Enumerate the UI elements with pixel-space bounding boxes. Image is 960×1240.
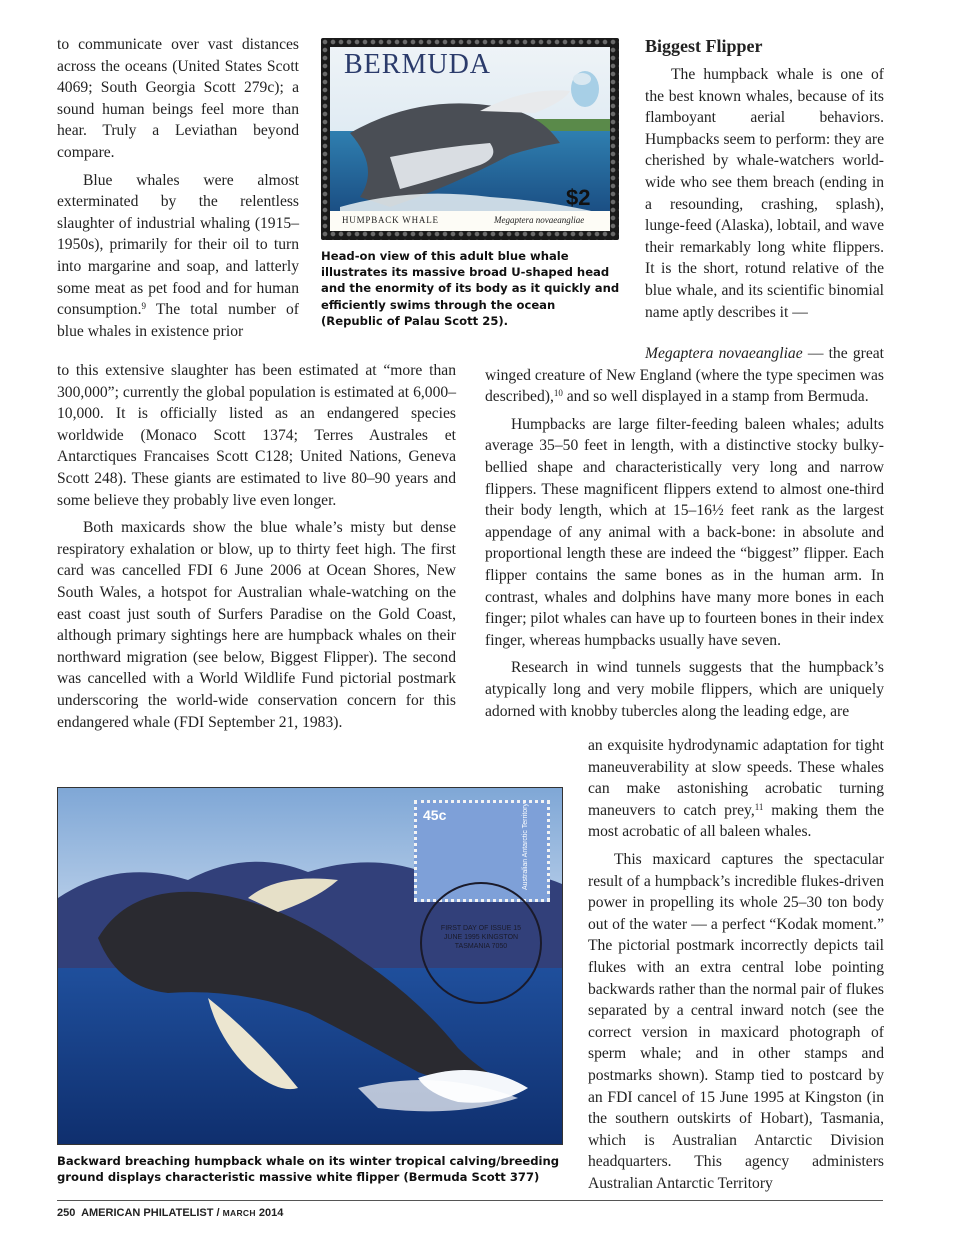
paragraph-text: — the great winged creature of New England (where the type specimen was described), (485, 345, 884, 406)
postmark-text: FIRST DAY OF ISSUE 15 JUNE 1995 KINGSTON TASMANIA 7050 (440, 925, 522, 950)
paragraph: This maxicard captures the spectacular result of a humpback’s incredible flukes-driven power in propelling its whole 25–30 ton body out of the water — a perfect “Kodak moment.” The pictorial postmark incorrectly depicts tail flukes with an extra central lobe pointing backwards rather than the normal pair of flukes separated by a central inward notch (see the correct version in maxicard photograph of sperm whale; and in other stamps and postmarks shown). Stamp tied to postcard by an FDI cancel of 15 June 1995 at Kingston (in the southern outskirts of Hobart), Tasmania, which is Australian Antarctic Division headquarters. This agency administers Australian Antarctic Territory (588, 850, 884, 1192)
maxicard-image (57, 787, 563, 1145)
page-number: 250 (57, 1207, 76, 1219)
maxicard-stamp-value: 45c (423, 807, 447, 823)
paragraph-text: an exquisite hydrodynamic adaptation for tight maneuverability at slow speeds. These whales can make astonishing acrobatic turning maneuvers to catch prey, (588, 737, 884, 819)
column-left-narrow (57, 34, 299, 342)
stamp-value: $2 (566, 185, 591, 210)
paragraph (57, 170, 299, 343)
footer-separator: / (213, 1207, 223, 1219)
paragraph-text: Blue whales were almost exterminated by the relentless slaughter of industrial whaling (1915–1950s), primarily for their oil to turn into margarine and soap, and latterly some meat as pet food and for human consumption. (57, 171, 299, 319)
bermuda-stamp-image (321, 38, 619, 240)
paragraph (588, 735, 884, 843)
maxicard-stamp-label: Australian Antarctic Territory (521, 802, 529, 891)
paragraph (485, 343, 884, 408)
stamp-scientific-name: Megaptera novaeangliae (494, 215, 585, 225)
paragraph-text: and so well displayed in a stamp from Bermuda. (562, 388, 869, 406)
fdi-postmark (420, 882, 542, 1004)
stamp-common-name: HUMPBACK WHALE (342, 215, 439, 225)
issue-month: MARCH (222, 1208, 256, 1218)
issue-year: 2014 (255, 1207, 284, 1219)
column-right-wide (485, 343, 884, 722)
caption-bottom: Backward breaching humpback whale on its winter tropical calving/breeding ground displays characteristic massive white flipper (Bermuda Scott 377) (57, 1154, 560, 1185)
footnote-marker[interactable]: 11 (754, 801, 764, 812)
paragraph: to this extensive slaughter has been estimated at “more than 300,000”; currently the global population is estimated at 6,000–10,000. It is officially listed as an endangered species worldwide (Monaco Scott 1374; Terres Australes et Antarctiques Francaises Scott C128; United Nations, Geneva Scott 248). These giants are estimated to live 80–90 years and some believe they probably live even longer. (57, 362, 456, 509)
column-right-upper (645, 64, 884, 323)
paragraph (645, 64, 884, 323)
paragraph: Both maxicards show the blue whale’s misty but dense respiratory exhalation or blow, up to thirty feet high. The first card was cancelled FDI 6 June 2006 at Ocean Shores, New South Wales, a hotspot for Australian whale-watching on the east coast just south of Surfers Paradise on the Gold Coast, although primary sightings here are humpback whales on their northward migration (see below, Biggest Flipper). The second was cancelled with a World Wildlife Fund pictorial postmark underscoring the world-wide conservation concern for this endangered whale (FDI September 21, 1983). (57, 519, 456, 731)
paragraph-text: The total number of blue whales in existence prior (57, 301, 299, 340)
paragraph: to communicate over vast distances across the oceans (United States Scott 4069; South Georgia Scott 279c); a sound human beings feel more than hear. Truly a Leviathan beyond compare. (57, 36, 299, 161)
caption-top: Head-on view of this adult blue whale illustrates its massive broad U-shaped head and the enormity of its body as it quickly and efficiently swims through the ocean (Republic of Palau Scott 25). (321, 249, 620, 328)
paragraph-text: The humpback whale is one of the best known whales, because of its flamboyant aerial behaviors. Humpbacks seem to perform: they are cherished by whale-watchers world-wide who see them breach (ending in a resounding, crashing, splash), lunge-feed (Alaska), lobtail, and wave their remarkably long white flippers. It is the short, rotund relative of the blue whale, and its scientific binomial name aptly describes it — (645, 66, 885, 321)
magazine-title: AMERICAN PHILATELIST (81, 1207, 214, 1219)
paragraph: Research in wind tunnels suggests that the humpback’s atypically long and very mobile flippers, which are uniquely adorned with knobby tubercles along the leading edge, are (485, 659, 884, 720)
column-right-lower (588, 735, 884, 1194)
footnote-marker[interactable]: 9 (141, 301, 146, 312)
stamp-face (330, 47, 610, 231)
paragraph-text: making them the most acrobatic of all baleen whales. (588, 801, 885, 841)
footnote-marker[interactable]: 10 (553, 388, 563, 399)
paragraph: Humpbacks are large filter-feeding baleen whales; adults average 35–50 feet in length, with a distinctive stocky bulky-bellied shape and characteristically very long and narrow flippers. These magnificent flippers extend to almost one-third their body length, which at 15–16½ feet rank as the largest appendage of any animal with a back-bone: in absolute and proportional length these are indeed the “biggest” flipper. Each flipper contains the same bones as in the human arm. In contrast, whales and dolphins have many more bones in each finger; pilot whales can have up to fourteen bones in their index finger, whereas humpbacks usually have seven. (485, 415, 884, 649)
stamp-country: BERMUDA (344, 49, 492, 80)
scientific-name: Megaptera novaeangliae (645, 345, 803, 362)
column-left-wide (57, 360, 456, 733)
page-footer (57, 1200, 883, 1219)
section-heading: Biggest Flipper (645, 36, 763, 56)
